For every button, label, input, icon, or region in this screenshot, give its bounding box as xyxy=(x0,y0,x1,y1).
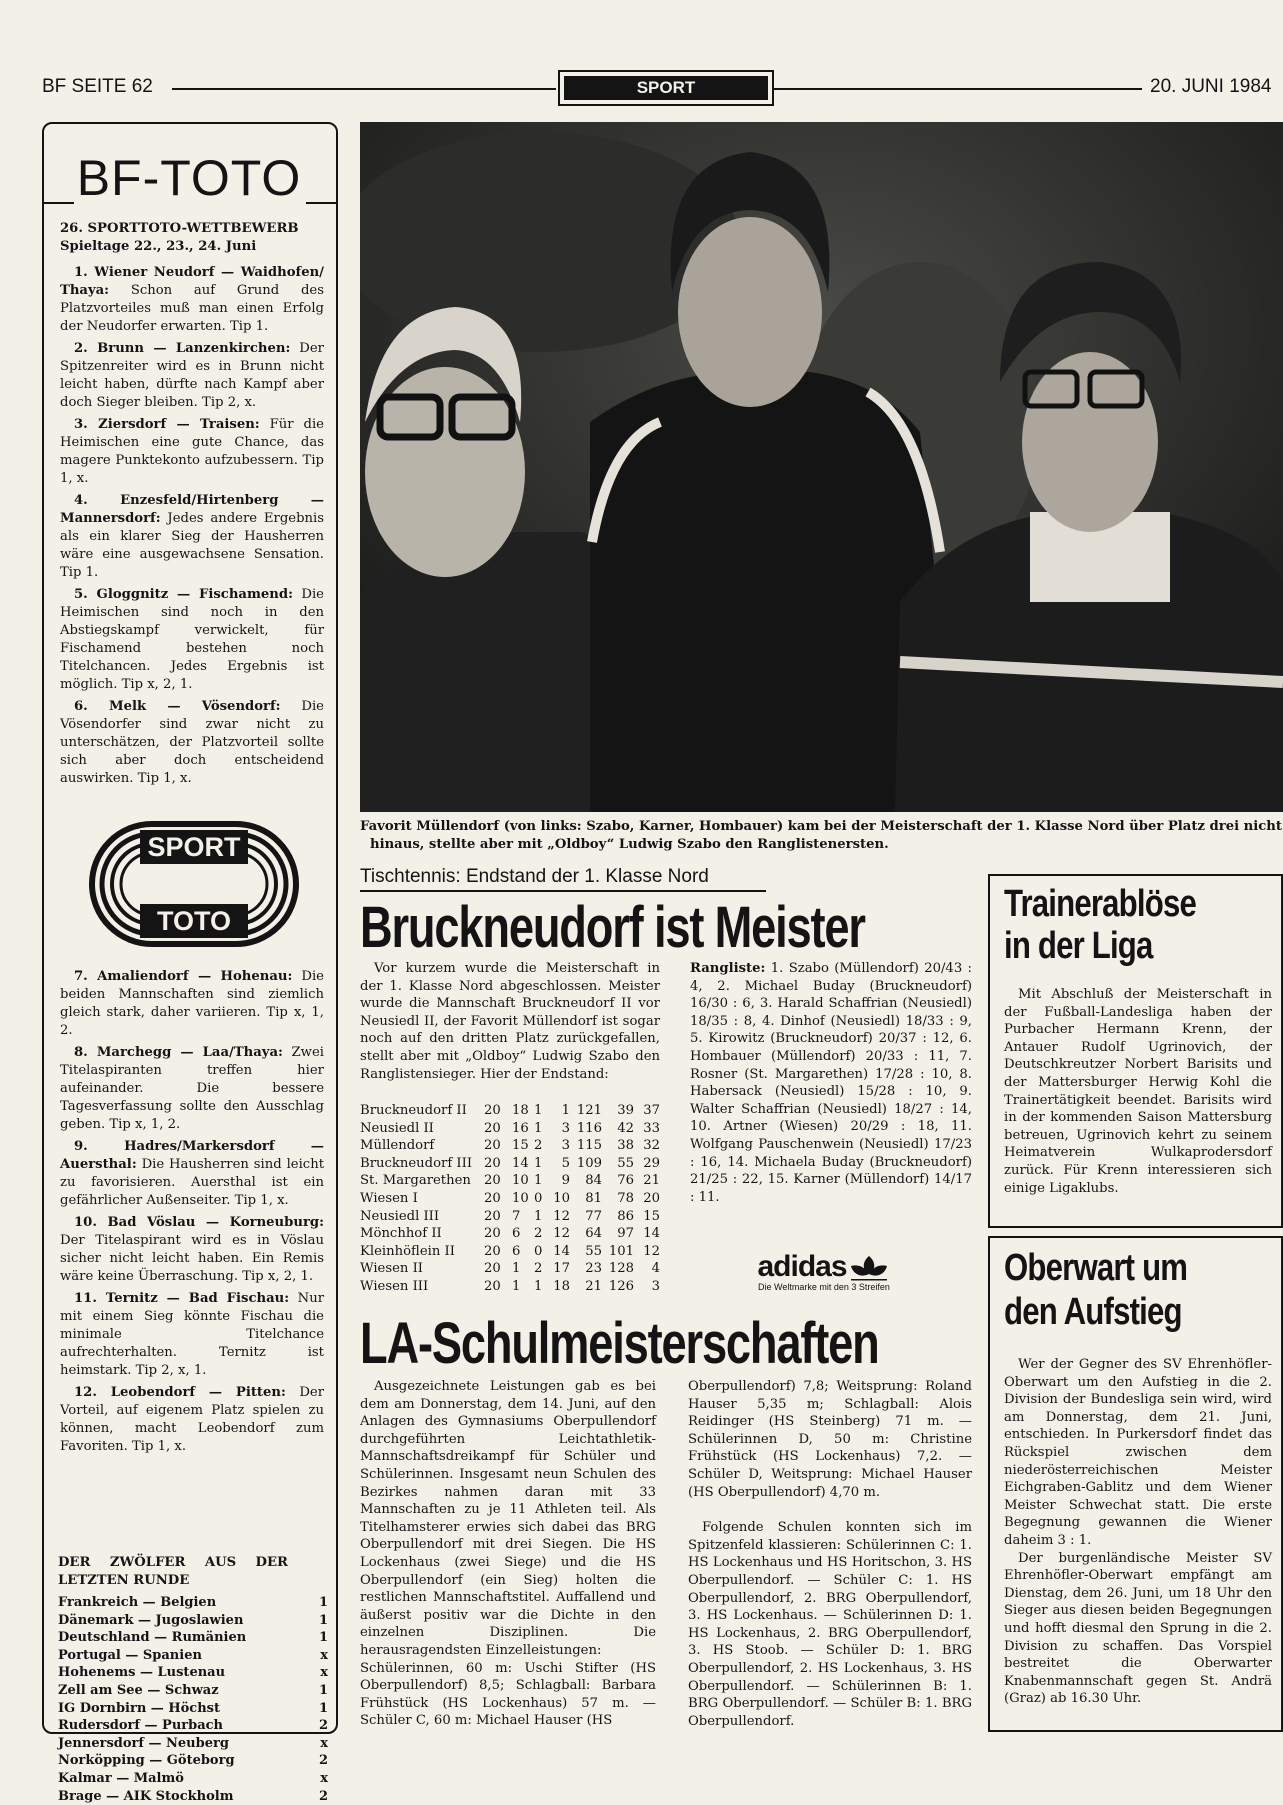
standings-row: Kleinhöflein II 20 6 0 14 55 101 12 xyxy=(360,1243,660,1259)
photo-caption xyxy=(360,818,1283,854)
results-row: Hohenems — Lustenau x xyxy=(58,1665,328,1681)
results-row: Frankreich — Belgien 1 xyxy=(58,1595,328,1610)
standings-row: Neusiedl III 20 7 1 12 77 86 15 xyxy=(360,1208,660,1224)
header-rule-left xyxy=(172,88,556,90)
sidebox2-headline-l1: Oberwart um xyxy=(1004,1247,1188,1289)
results-row: Dänemark — Jugoslawien 1 xyxy=(58,1612,328,1628)
results-row: Portugal — Spanien x xyxy=(58,1647,328,1663)
results-heading: DER ZWÖLFER AUS DER LETZTEN RUNDE xyxy=(58,1555,288,1588)
toto-competition: 26. SPORTTOTO-WETTBEWERB xyxy=(60,221,299,236)
issue-date: 20. JUNI 1984 xyxy=(1150,76,1272,97)
ranking-list xyxy=(690,960,972,1206)
article-intro: Vor kurzem wurde die Meisterschaft in der 1. Klasse Nord abgeschlossen. Meister wurde die Mannschaft Bruckneudorf II vor Neusiedl II, der Favorit Müllendorf ist sogar noch auf den dritten Platz zurückgefallen, stellt aber mit „Oldboy“ Ludwig Szabo den Ranglistensieger. Hier der Endstand: xyxy=(360,961,660,1082)
adidas-wordmark: adidas xyxy=(757,1250,847,1283)
schul-text: Ausgezeichnete Leistungen gab es bei dem am Donnerstag, dem 14. Juni, auf den Anlagen des Gymnasiums Oberpullendorf durchgeführten Leichtathletik-Mannschaftsdreikampf für Schüler und Schülerinnen. Insgesamt neun Schulen des Bezirkes nahmen daran mit 33 Mannschaften zu je 11 Athleten teil. Als Titelhamsterer erwies sich dabei das BRG Oberpullendorf mit drei Siegen. Die HS Lockenhaus (zwei Siege) und die HS Oberpullendorf (ein Sieg) holten die restlichen Mannschaftstitel. Auffallend und äußerst positiv war die Dichte in den einzelnen Disziplinen. Die herausragendsten Einzelleistungen: xyxy=(360,1379,656,1658)
header-rule-right xyxy=(772,88,1142,90)
toto-tips-first xyxy=(60,264,324,792)
sidebox-oberwart xyxy=(988,1236,1283,1732)
toto-title-rule-right xyxy=(306,202,336,204)
sidebox2-text xyxy=(1004,1356,1272,1708)
toto-tip: 4. Enzesfeld/Hirtenberg — Mannersdorf: Jedes andere Ergebnis als ein klarer Sieg der Hausherren wäre eine ausgewachsene Sensation. Tip 1. xyxy=(60,493,324,580)
toto-column xyxy=(42,122,338,1804)
team-photo xyxy=(360,122,1283,812)
results-row: Kalmar — Malmö x xyxy=(58,1770,328,1786)
toto-tip: 7. Amaliendorf — Hohenau: Die beiden Mannschaften sind ziemlich gleich stark, daher variieren. Tip x, 1, 2. xyxy=(60,969,324,1038)
standings-row: St. Margarethen 20 10 1 9 84 76 21 xyxy=(360,1173,660,1189)
sidebox-headline-l2: in der Liga xyxy=(1004,925,1153,967)
toto-tip: 8. Marchegg — Laa/Thaya: Zwei Titelaspiranten treffen hier aufeinander. Die bessere Tagesverfassung sollte den Ausschlag geben. Tip x, 1, 2. xyxy=(60,1045,324,1132)
standings-row: Mönchhof II 20 6 2 12 64 97 14 xyxy=(360,1226,660,1242)
schul-results-2: Oberpullendorf) 7,8; Weitsprung: Roland Hauser 5,35 m; Schlagball: Alois Reidinger (HS Steinberg) 71 m. — Schülerinnen D, 50 m: Christine Frühstück (HS Lockenhaus) 7,2. — Schüler D, Weitsprung: Michael Hauser (HS Oberpullendorf) 4,70 m. xyxy=(688,1379,972,1500)
toto-tip: 5. Gloggnitz — Fischamend: Die Heimischen sind noch in den Abstiegskampf verwickelt, für Fischamend bestehen noch Titelchancen. Jedes Ergebnis ist möglich. Tip x, 2, 1. xyxy=(60,587,324,692)
section-label-text: SPORT xyxy=(564,76,768,100)
standings-row: Bruckneudorf II 20 18 1 1 121 39 37 xyxy=(360,1103,660,1118)
sporttoto-logo xyxy=(88,820,300,948)
toto-title: BF-TOTO xyxy=(76,150,302,206)
adidas-tagline: Die Weltmarke mit den 3 Streifen xyxy=(758,1282,890,1292)
results-row: Norköpping — Göteborg 2 xyxy=(58,1753,328,1769)
team-photo-illustration xyxy=(360,122,1283,812)
standings-row: Bruckneudorf III 20 14 1 5 109 55 29 xyxy=(360,1155,660,1171)
toto-tip: 3. Ziersdorf — Traisen: Für die Heimischen eine gute Chance, das magere Punktekonto aufzubessern. Tip 1, x. xyxy=(60,417,324,486)
results-row: IG Dornbirn — Höchst 1 xyxy=(58,1700,328,1716)
toto-tip: 1. Wiener Neudorf — Waidhofen/ Thaya: Schon auf Grund des Platzvorteiles muß man einen Erfolg der Neudorfer erwarten. Tip 1. xyxy=(60,265,324,334)
article-headline-2: LA-Schulmeisterschaften xyxy=(360,1311,879,1376)
schul-column-2 xyxy=(688,1378,972,1730)
toto-tip: 12. Leobendorf — Pitten: Der Vorteil, auf eigenem Platz spielen zu können, macht Leobendorf zum Favoriten. Tip 1, x. xyxy=(60,1385,324,1454)
standings-table xyxy=(360,1102,660,1296)
trefoil-icon xyxy=(847,1252,891,1282)
standings-row: Wiesen III 20 1 1 18 21 126 3 xyxy=(360,1278,660,1294)
photo-caption-line-2: hinaus, stellte aber mit „Oldboy“ Ludwig Szabo den Ranglistenersten. xyxy=(370,837,889,852)
toto-tips-second xyxy=(60,968,324,1460)
toto-tip: 10. Bad Vöslau — Korneuburg: Der Titelaspirant wird es in Vöslau sicher nicht leicht haben. Ein Remis wäre keine Überraschung. Tip x, 2, 1. xyxy=(60,1215,324,1284)
toto-intro xyxy=(60,220,324,256)
standings-row: Wiesen II 20 1 2 17 23 128 4 xyxy=(360,1261,660,1277)
sidebox2-headline-l2: den Aufstieg xyxy=(1004,1291,1182,1333)
sidebox-headline-l1: Trainerablöse xyxy=(1004,883,1196,925)
adidas-ad xyxy=(734,1252,914,1293)
article-headline: Bruckneudorf ist Meister xyxy=(360,895,865,960)
sidebox2-para-2: Der burgenländische Meister SV Ehrenhöfler-Oberwart empfängt am Dienstag, dem 26. Juni, um 18 Uhr den Sieger aus diesen beiden Begegnungen und hofft diesmal den Sprung in die 2. Division zu schaffen. Das Vorspiel bestreitet die Oberwarter Knabenmannschaft gegen St. Andrä (Graz) ab 16.30 Uhr. xyxy=(1004,1550,1272,1707)
standings-row: Müllendorf 20 15 2 3 115 38 32 xyxy=(360,1138,660,1154)
toto-dates: Spieltage 22., 23., 24. Juni xyxy=(60,239,257,254)
schul-results-1: Schülerinnen, 60 m: Uschi Stifter (HS Oberpullendorf) 8,5; Schlagball: Barbara Frühstück (HS Lockenhaus) 57 m. — Schüler C, 60 m: Michael Hauser (HS xyxy=(360,1660,656,1729)
logo-text-sport: SPORT xyxy=(147,832,241,862)
logo-text-toto: TOTO xyxy=(156,906,232,936)
results-row: Jennersdorf — Neuberg x xyxy=(58,1735,328,1751)
schul-schools: Folgende Schulen konnten sich im Spitzenfeld klassieren: Schülerinnen C: 1. HS Lockenhaus und HS Horitschon, 3. HS Oberpullendorf. — Schüler C: 1. HS Oberpullendorf, 2. BRG Oberpullendorf, 3. HS Lockenhaus. — Schülerinnen D: 1. HS Lockenhaus, 2. BRG Oberpullendorf, 3. HS Stoob. — Schüler D: 1. BRG Oberpullendorf, 2. HS Lockenhaus, 3. HS Oberpullendorf. — Schülerinnen B: 1. BRG Oberpullendorf. — Schüler B: 1. BRG Oberpullendorf. xyxy=(688,1520,972,1729)
section-label xyxy=(558,70,774,106)
toto-tip: 9. Hadres/Markersdorf — Auersthal: Die Hausherren sind leicht zu favorisieren. Auersthal ist ein gefährlicher Außenseiter. Tip 1, x. xyxy=(60,1139,324,1208)
results-row: Zell am See — Schwaz 1 xyxy=(58,1682,328,1698)
sidebox-trainerabloese xyxy=(988,874,1283,1228)
article-kicker: Tischtennis: Endstand der 1. Klasse Nord xyxy=(360,866,709,887)
results-row: Brage — AIK Stockholm 2 xyxy=(58,1788,328,1804)
ranking-text: 1. Szabo (Müllendorf) 20/43 : 4, 2. Michael Buday (Bruckneudorf) 16/30 : 6, 3. Harald Schaffrian (Neusiedl) 18/35 : 8, 4. Dinhof (Neusiedl) 18/33 : 9, 5. Kirowitz (Bruckneudorf) 20/37 : 12, 6. Hombauer (Müllendorf) 20/33 : 11, 7. Rosner (St. Margarethen) 17/28 : 10, 8. Habersack (Neusiedl) 15/28 : 10, 9. Walter Schaffrian (Neusiedl) 18/27 : 14, 10. Artner (Wiesen) 20/29 : 18, 11. Wolfgang Pauschenwein (Neusiedl) 17/23 : 16, 14. Michaela Buday (Bruckneudorf) 21/25 : 22, 15. Karner (Müllendorf) 14/17 : 11. xyxy=(690,961,973,1205)
standings-row: Neusiedl II 20 16 1 3 116 42 33 xyxy=(360,1120,660,1136)
kicker-rule xyxy=(360,890,766,892)
sidebox2-para-1: Wer der Gegner des SV Ehrenhöfler-Oberwart um den Aufstieg in die 2. Division der Bundesliga sein wird, wird am Donnerstag, dem 21. Juni, entschieden. In Purkersdorf findet das Rückspiel zwischen dem niederösterreichischen Meister Eichgraben-Gablitz und dem Wiener Meister Schwechat statt. Die erste Begegnung gewannen die Wiener daheim 3 : 1. xyxy=(1004,1357,1272,1548)
photo-caption-line-1: Favorit Müllendorf (von links: Szabo, Karner, Hombauer) kam bei der Meisterschaft der 1. Klasse Nord über Platz drei nicht xyxy=(360,819,1282,834)
results-row: Deutschland — Rumänien 1 xyxy=(58,1630,328,1646)
toto-tip: 11. Ternitz — Bad Fischau: Nur mit einem Sieg könnte Fischau die minimale Titelchance aufrechterhalten. Ternitz ist heimstark. Tip 2, x, 1. xyxy=(60,1291,324,1378)
results-row: Rudersdorf — Purbach 2 xyxy=(58,1718,328,1734)
page-number: BF SEITE 62 xyxy=(42,76,153,97)
toto-tip: 2. Brunn — Lanzenkirchen: Der Spitzenreiter wird es in Brunn nicht leicht haben, dürfte nach Kampf aber doch Sieger bleiben. Tip 2, x. xyxy=(60,341,324,410)
sidebox-text: Mit Abschluß der Meisterschaft in der Fußball-Landesliga haben der Purbacher Hermann Krenn, der Antauer Rudolf Ugrinovich, der Deutschkreutzer Norbert Barisits und der Mattersburger Herwig Kohl die Trainertätigkeit beendet. Barisits wird in der kommenden Saison Mattersburg betreuen, Ugrinovich kehrt zu seinem Heimatverein Wulkaprodersdorf zurück. Für Krenn interessieren sich einige Ligaklubs. xyxy=(1004,987,1272,1196)
toto-tip: 6. Melk — Vösendorf: Die Vösendorfer sind zwar nicht zu unterschätzen, der Platzvorteil sollte sich aber doch entscheidend auswirken. Tip 1, x. xyxy=(60,699,324,786)
ranking-label: Rangliste: xyxy=(690,961,766,976)
standings-row: Wiesen I 20 10 0 10 81 78 20 xyxy=(360,1190,660,1206)
schul-column-1 xyxy=(360,1378,656,1730)
results-list xyxy=(58,1594,328,1805)
